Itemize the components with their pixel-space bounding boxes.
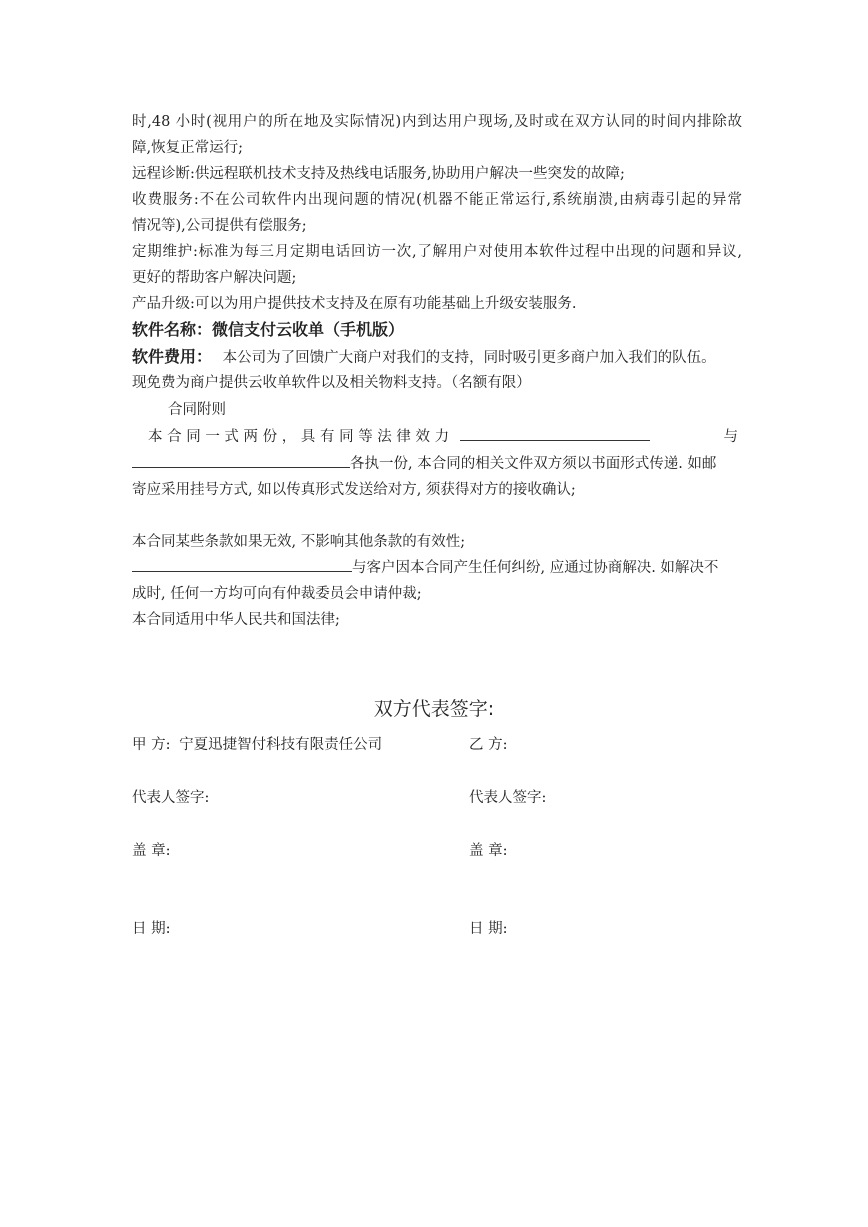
party-a-line (132, 734, 382, 756)
paragraph-line: 收费服务:不在公司软件内出现问题的情况(机器不能正常运行,系统崩溃,由病毒引起的异常 (132, 192, 742, 208)
appendix-line-6: 成时, 任何一方均可向有仲裁委员会申请仲裁; (132, 586, 422, 602)
party-a-value: 宁夏迅捷智付科技有限责任公司 (179, 737, 383, 753)
party-a-date-label: 日 期: (132, 921, 171, 937)
paragraph-line: 时,48 小时(视用户的所在地及实际情况)内到达用户现场,及时或在双方认同的时间内排除故 (132, 114, 742, 130)
software-fee-line (132, 344, 742, 371)
appendix-line-1: 本 合 同 一 式 两 份 ， 具 有 同 等 法 律 效 力 与 (132, 424, 742, 450)
paragraph-line: 更好的帮助客户解决问题; (132, 270, 297, 286)
appendix-title: 合同附则 (168, 402, 226, 418)
software-fee-text: 本公司为了回馈广大商户对我们的支持，同时吸引更多商户加入我们的队伍。 (222, 350, 716, 366)
paragraph-line: 情况等),公司提供有偿服务; (132, 218, 307, 234)
software-name-label: 软件名称： (132, 320, 213, 339)
paragraph-line: 障,恢复正常运行; (132, 140, 243, 156)
party-a-seal-label: 盖 章: (132, 843, 171, 859)
appendix-line-2: 各执一份, 本合同的相关文件双方须以书面形式传递. 如邮 (132, 451, 742, 477)
software-name-value: 微信支付云收单（手机版） (212, 320, 405, 339)
party-b-label: 乙 方: (469, 737, 508, 753)
party-blank (460, 426, 650, 441)
party-a-rep-label: 代表人签字: (132, 790, 210, 806)
appendix-line-7: 本合同适用中华人民共和国法律; (132, 612, 340, 628)
party-b-date-label: 日 期: (469, 921, 508, 937)
appendix-line-4: 本合同某些条款如果无效, 不影响其他条款的有效性; (132, 534, 466, 550)
party-b-seal-label: 盖 章: (469, 843, 508, 859)
software-fee-text-2: 现免费为商户提供云收单软件以及相关物料支持。（名额有限） (132, 375, 531, 391)
party-blank (132, 557, 352, 572)
paragraph-line: 定期维护:标准为每三月定期电话回访一次,了解用户对使用本软件过程中出现的问题和异议, (132, 244, 742, 260)
signature-title: 双方代表签字: (373, 698, 495, 720)
software-name-line (132, 317, 742, 344)
paragraph-line: 远程诊断:供远程联机技术支持及热线电话服务,协助用户解决一些突发的故障; (132, 166, 625, 182)
party-blank (132, 453, 350, 468)
appendix-line-5: 与客户因本合同产生任何纠纷, 应通过协商解决. 如解决不 (132, 555, 742, 581)
software-fee-label: 软件费用： (132, 347, 213, 366)
party-b-rep-label: 代表人签字: (469, 790, 547, 806)
appendix-line-3: 寄应采用挂号方式, 如以传真形式发送给对方, 须获得对方的接收确认; (132, 482, 576, 498)
party-a-label: 甲 方: (132, 737, 171, 753)
paragraph-line: 产品升级:可以为用户提供技术支持及在原有功能基础上升级安装服务. (132, 296, 577, 312)
